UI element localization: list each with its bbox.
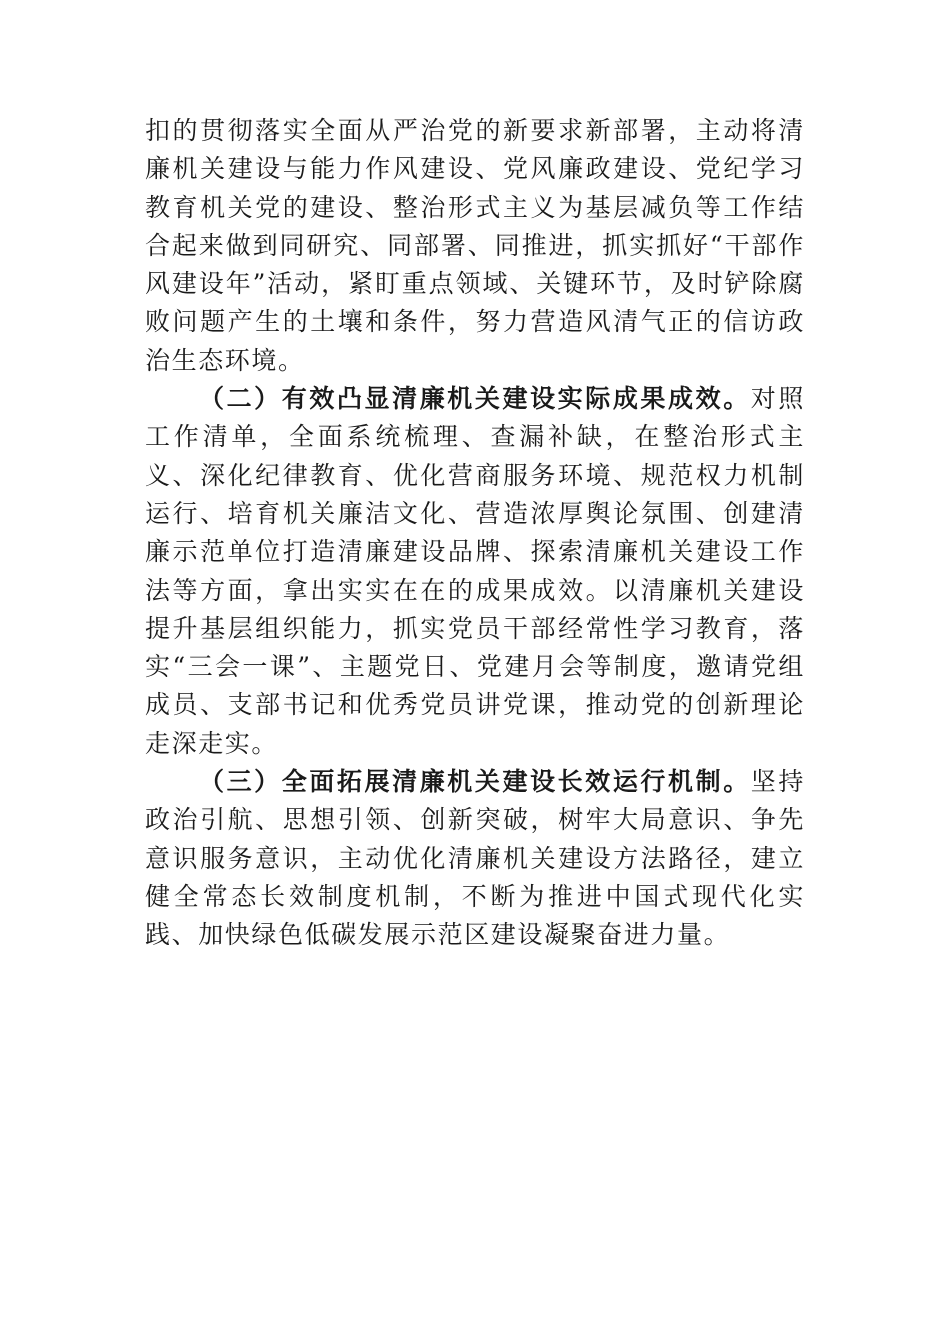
paragraph-section-3 — [145, 763, 805, 954]
section-2-heading: （二）有效凸显清廉机关建设实际成果成效。 — [199, 384, 751, 414]
section-3-heading: （三）全面拓展清廉机关建设长效运行机制。 — [199, 767, 751, 797]
paragraph-text: 扣的贯彻落实全面从严治党的新要求新部署，主动将清廉机关建设与能力作风建设、党风廉政建设、党纪学习教育机关党的建设、整治形式主义为基层减负等工作结合起来做到同研究、同部署、同推进，抓实抓好“干部作风建设年”活动，紧盯重点领域、关键环节，及时铲除腐败问题产生的土壤和条件，努力营造风清气正的信访政治生态环境。 — [145, 116, 805, 375]
paragraph-section-2 — [145, 380, 805, 763]
document-body — [145, 112, 805, 955]
section-2-text: 对照工作清单，全面系统梳理、查漏补缺，在整治形式主义、深化纪律教育、优化营商服务环境、规范权力机制运行、培育机关廉洁文化、营造浓厚舆论氛围、创建清廉示范单位打造清廉建设品牌、探索清廉机关建设工作法等方面，拿出实实在在的成果成效。以清廉机关建设提升基层组织能力，抓实党员干部经常性学习教育，落实“三会一课”、主题党日、党建月会等制度，邀请党组成员、支部书记和优秀党员讲党课，推动党的创新理论走深走实。 — [145, 384, 805, 758]
paragraph-continuation — [145, 112, 805, 380]
section-3-text: 坚持政治引航、思想引领、创新突破，树牢大局意识、争先意识服务意识，主动优化清廉机关建设方法路径，建立健全常态长效制度机制，不断为推进中国式现代化实践、加快绿色低碳发展示范区建设凝聚奋进力量。 — [145, 767, 805, 950]
